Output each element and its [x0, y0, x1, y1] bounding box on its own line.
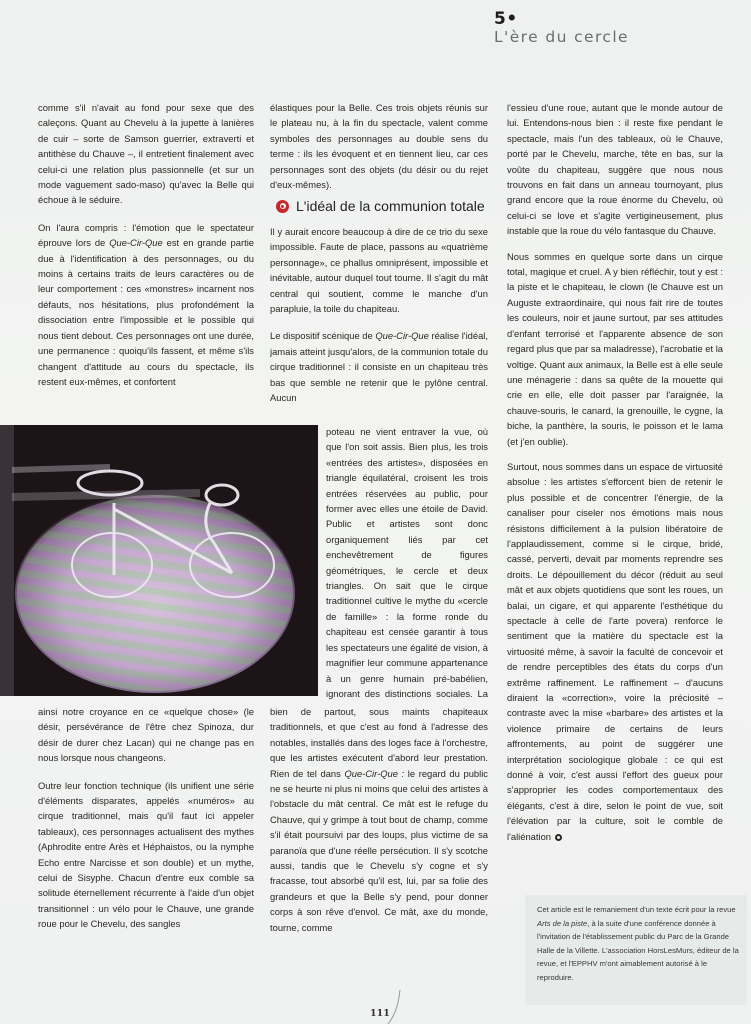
paragraph: comme s'il n'avait au fond pour sexe que des caleçons. Quant au Chevelu à la jupette à lanières de cuir – sorte de Samson guerrier, extraverti et antithèse du Chauve –, il entretient finalement avec celui-ci une relation plus passionnelle (et sur un mode vaguement sado-maso) qu'avec la Belle qui échoue à le séduire.	[38, 102, 254, 206]
target-bullet-icon	[276, 200, 289, 213]
chapter-header	[494, 10, 629, 46]
paragraph	[270, 704, 488, 935]
source-note	[525, 895, 747, 1005]
chapter-number: 5•	[494, 9, 518, 29]
text-span: est en grande partie due à l'identification à des personnages, ou du moins à certains traits de leurs caractères ou de leur comportement : ces «monstres» incarnent nos défauts, nos hésitations, plus profondément la dissociation entre l'impossible et le possible qui nous tient debout. Ces personnages ont une durée, une permanence : quoiqu'ils fassent, et même s'ils changent d'attitude au cours du spectacle, ils restent eux-mêmes, et confortent	[38, 237, 254, 387]
paragraph: poteau ne vient entraver la vue, où que l'on soit assis. Bien plus, les trois «entrées des artistes», disposées en triangle équilatéral, croisent les trois entrées réservées au public, pour former avec elles une étoile de David. Public et artistes sont donc organiquement liés par cet enchevêtrement de figures géométriques, le cercle et deux triangles. On sait que le cirque traditionnel cultive le mythe du «cercle de famille» : la forme ronde du chapiteau est censée garantir à tous les spectateurs une égalité de vision, à magnifier leur commune appartenance à un genre humain pré-babélien, ignorant des distinctions sociales. La	[326, 426, 488, 699]
bicycle-photo	[0, 425, 318, 696]
paragraph: l'essieu d'une roue, autant que le monde autour de lui. Entendons-nous bien : il reste fixe pendant le spectacle, mais l'un des tableaux, où le Chauve, porté par le Chevelu, marche, tête en bas, sur la voûte du chapiteau, suggère que nous nous trouvons en fait dans un anneau tournoyant, plus grand encore que la roue énorme du Chevelu, où celui-ci se love et s'agite vertigineusement, plus instable que la roue du vélo fantasque du Chauve.	[507, 102, 723, 237]
column-2-intro	[270, 100, 488, 192]
note-text	[537, 903, 739, 984]
paragraph: ainsi notre croyance en ce «quelque chose» (le désir, persévérance de l'être chez Spinoza, dur désir de durer chez Lacan) qui ne change pas en nous lorsque nous changeons.	[38, 706, 254, 764]
column-3	[507, 100, 723, 890]
text-span: Surtout, nous sommes dans un espace de virtuosité absolue : les artistes s'efforcent bien de retenir le plus possible et de concentrer l'énergie, de la canaliser pour ciseler nos émotions mais nous résistons difficilement à la pulsion libératoire de l'applaudissement, comme si le cirque, bridé, cassé, perverti, devait par moments reprendre ses droits. Le dépouillement du décor (réduit au seul mât et aux objets quotidiens que sont les roues, un balai, un cigare, et qui apparente l'esthétique du spectacle à celle de l'arte povera) renforce le sentiment que la matière du spectacle est la virtuosité même, à savoir la faculté de concevoir et de rendre perceptibles des états du corps d'un extrême raffinement. Le raffinement – d'aucuns diraient la «correction», voire la préciosité – contraste avec la mise «barbare» des artistes et la violence primaire de certains de leurs affrontements, au point de suggérer une interprétation sociologique globale : ce qui est donné à voir, c'est aussi l'effort des gueux pour s'approprier les codes comportementaux des élégants, c'est à dire, selon le point de vue, soit l'élévation par la culture, soit le comble de l'aliénation	[507, 460, 723, 842]
text-span: , à la suite d'une conférence donnée à l'invitation de l'établissement public du Parc de la Grande Halle de la Villette. L'association HorsLesMurs, éditeur de la revue, et l'EPPHV m'ont aimablement autorisé à le reproduire.	[537, 918, 739, 982]
text-span: bien de partout, sous maints chapiteaux traditionnels, et que c'est au fond à l'adresse des notables, installés dans des loges face à l'orchestre, que les artistes exécutent d'abord leur prestation. Rien de tel dans	[270, 706, 488, 779]
show-title: Que-Cir-Que :	[344, 767, 405, 779]
paragraph: Outre leur fonction technique (ils unifient une série d'éléments disparates, appelés «numéros» au cirque traditionnel, mais qu'il faut ici appeler tableaux), ces personnages actualisent des mythes (Aphrodite entre Arès et Héphaistos, ou la nymphe Echo entre Narcisse et son double) et un mythe, celui de Sisyphe. Chacun d'entre eux comble sa solitude éternellement récurrente à l'aide d'un objet transitionnel : un vélo pour le Chauve, une grande roue pour le Chevelu, des sangles	[38, 779, 254, 930]
paragraph: élastiques pour la Belle. Ces trois objets réunis sur le plateau nu, à la fin du spectacle, valent comme symboles des personnages au double sens du terme : ils les évoquent et en tiennent lieu, car ces personnages sont des objets (du désir ou du rejet d'eux-mêmes).	[270, 102, 488, 191]
paragraph: Il y aurait encore beaucoup à dire de ce trio du sexe impossible. Faute de place, passons au «quatrième personnage», ce phallus omniprésent, impossible et inévitable, autour duquel tout tourne. Il s'agit du mât central qui soutient, comme le manche d'un parapluie, la toile du chapiteau.	[270, 226, 488, 315]
section-heading	[276, 198, 485, 214]
section-heading-text: L'idéal de la communion totale	[296, 198, 485, 214]
paragraph: Nous sommes en quelque sorte dans un cirque total, magique et cruel. A y bien réfléchir, tout y est : la piste et le chapiteau, le clown (le Chauve est un Auguste extraordinaire, qui nous fait rire de toutes les couleurs, noir et jaune surtout, par ses attitudes d'enfant terrorisé et l'apparente absence de son regard plus que par sa maladresse), l'acrobatie et la voltige. Quant aux animaux, la Belle est à elle seule une ménagerie : dans sa quête de la mouette qui crie en elle, elle doit passer par l'araignée, la chauve-souris, le canard, la grenouille, le cygne, la biche, la panthère, la souris, le poisson et le lama (et j'en oublie).	[507, 250, 723, 447]
column-2-narrow	[326, 424, 488, 700]
text-span: réalise l'idéal, jamais atteint jusqu'alors, de la communion totale du cirque traditionnel : il consiste en un chapiteau très bas que semble ne retenir que le pylône central. Aucun	[270, 330, 488, 404]
text-span: Cet article est le remaniement d'un texte écrit pour la revue	[537, 905, 736, 914]
bicycle-sculpture-icon	[0, 425, 318, 696]
chapter-title: L'ère du cercle	[494, 28, 629, 46]
text-span: Le dispositif scénique de	[270, 330, 373, 342]
column-2-bottom	[270, 704, 488, 1004]
column-1	[38, 100, 254, 422]
paragraph	[270, 328, 488, 405]
show-title: Que-Cir-Que	[109, 237, 163, 249]
column-1-continued	[38, 704, 254, 1004]
page-number: 111	[370, 1008, 390, 1019]
text-span: le regard du public ne se heurte ni plus ni moins que celui des artistes à l'obstacle du mât central. Ce mât est le refuge du Chauve, qui y grimpe à tout bout de champ, comme s'il était poursuivi par des loups, plus victime de sa paranoïa que d'une réelle persécution. Il s'y scotche aussi, tandis que le Chevelu s'y cogne et s'y fracasse, tout absorbé qu'il est, lui, par sa folie des grandeurs et que la Belle s'y pend, pour donner corps à son rêve d'envol. Ce mât, axe du monde, tourne, comme	[270, 767, 488, 933]
paragraph	[507, 459, 723, 844]
folio-divider-icon	[386, 990, 406, 1024]
paragraph	[38, 220, 254, 389]
text-span: On l'aura compris : l'émotion que le spectateur éprouve lors de	[38, 221, 254, 249]
column-2-body	[270, 224, 488, 422]
show-title: Que-Cir-Que	[375, 330, 429, 342]
end-of-article-icon	[555, 834, 562, 841]
journal-title: Arts de la piste	[537, 918, 588, 928]
